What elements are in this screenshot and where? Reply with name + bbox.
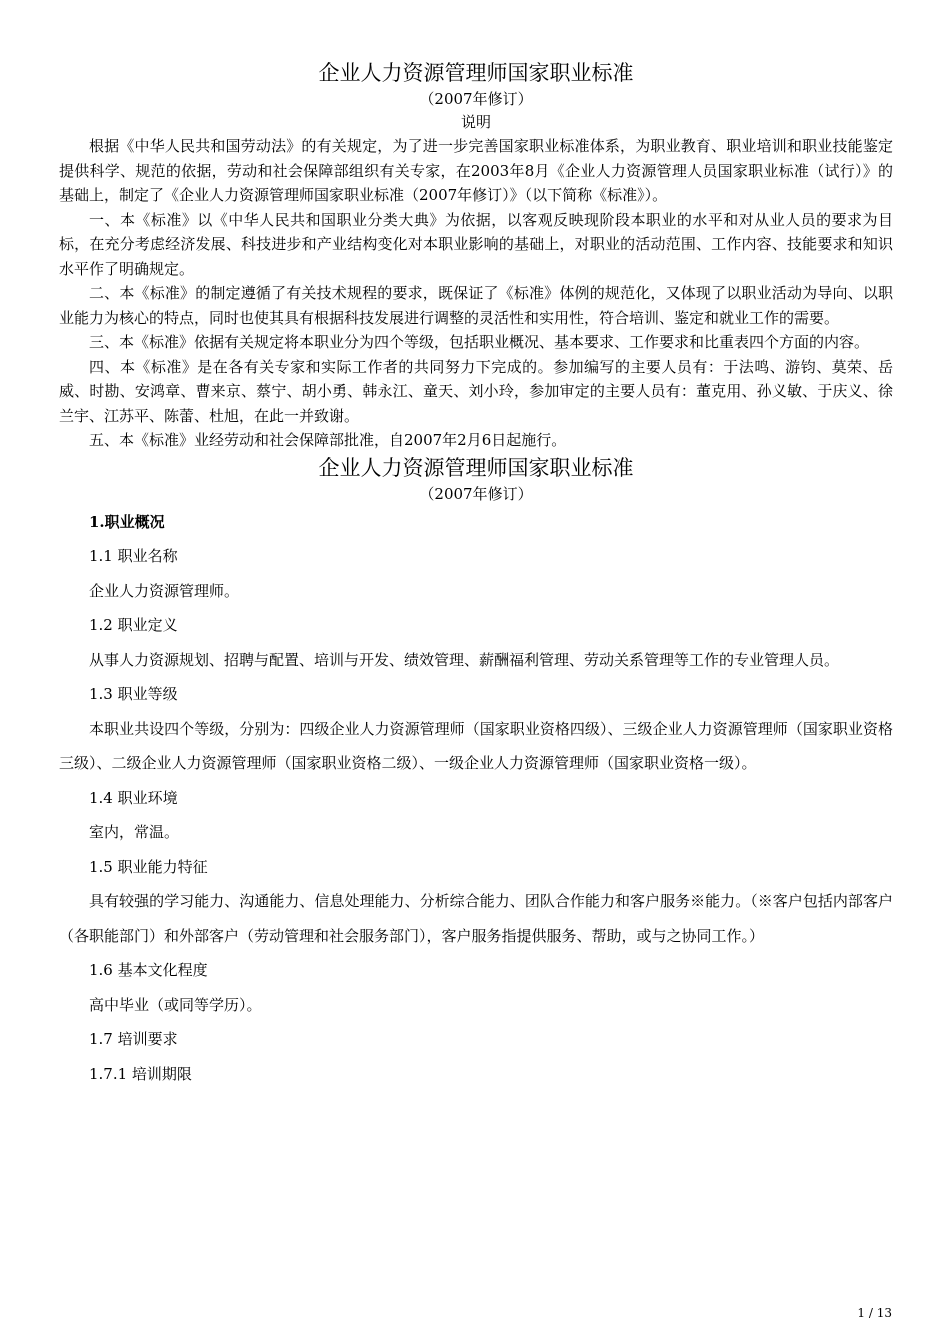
intro-paragraph: 三、本《标准》依据有关规定将本职业分为四个等级，包括职业概况、基本要求、工作要求和比重表四个方面的内容。	[89, 333, 870, 351]
list-item: 1.1 职业名称	[89, 547, 178, 565]
intro-paragraph: 一、本《标准》以《中华人民共和国职业分类大典》为依据，以客观反映现阶段本职业的水平和对从业人员的要求为目标，在充分考虑经济发展、科技进步和产业结构变化对本职业影响的基础上，对职业的活动范围、工作内容、技能要求和知识水平作了明确规定。	[59, 210, 893, 278]
intro-paragraph: 二、本《标准》的制定遵循了有关技术规程的要求，既保证了《标准》体例的规范化，又体现了以职业活动为导向、以职业能力为核心的特点，同时也使其具有根据科技发展进行调整的灵活性和实用性，符合培训、鉴定和就业工作的需要。	[59, 284, 893, 327]
list-item: 1.2 职业定义	[89, 616, 178, 634]
list-item: 室内，常温。	[89, 823, 180, 841]
intro-paragraph: 五、本《标准》业经劳动和社会保障部批准，自2007年2月6日起施行。	[89, 431, 567, 449]
main-subtitle: （2007年修订）	[419, 484, 533, 503]
list-item: 从事人力资源规划、招聘与配置、培训与开发、绩效管理、薪酬福利管理、劳动关系管理等工作的专业管理人员。	[89, 650, 840, 669]
intro-heading: 说明	[460, 113, 491, 131]
list-item: 具有较强的学习能力、沟通能力、信息处理能力、分析综合能力、团队合作能力和客户服务※能力。（※客户包括内部客户（各职能部门）和外部客户（劳动管理和社会服务部门），客户服务指提供服务、帮助，或与之协同工作。）	[59, 892, 893, 945]
intro-title: 企业人力资源管理师国家职业标准	[318, 61, 634, 85]
list-item: 高中毕业（或同等学历）。	[89, 995, 262, 1014]
document-page	[59, 58, 893, 1091]
list-item: 1.7.1 培训期限	[89, 1064, 192, 1083]
list-item: 1.6 基本文化程度	[89, 961, 208, 979]
list-item: 企业人力资源管理师。	[89, 581, 240, 600]
list-item: 1.4 职业环境	[89, 788, 178, 807]
main-title: 企业人力资源管理师国家职业标准	[318, 455, 634, 480]
intro-paragraph: 四、本《标准》是在各有关专家和实际工作者的共同努力下完成的。参加编写的主要人员有：于法鸣、游钧、莫荣、岳威、时勘、安鸿章、曹来京、蔡宁、胡小勇、韩永江、童天、刘小玲，参加审定的主要人员有：董克用、孙义敏、于庆义、徐兰宇、江苏平、陈蕾、杜旭，在此一并致谢。	[59, 357, 893, 425]
list-item: 1.3 职业等级	[89, 685, 178, 703]
list-item: 本职业共设四个等级，分别为：四级企业人力资源管理师（国家职业资格四级）、三级企业人力资源管理师（国家职业资格三级）、二级企业人力资源管理师（国家职业资格二级）、一级企业人力资源管理师（国家职业资格一级）。	[59, 719, 893, 772]
intro-subtitle: （2007年修订）	[419, 90, 533, 108]
list-item: 1.7 培训要求	[89, 1030, 178, 1048]
intro-paragraph: 根据《中华人民共和国劳动法》的有关规定，为了进一步完善国家职业标准体系，为职业教育、职业培训和职业技能鉴定提供科学、规范的依据，劳动和社会保障部组织有关专家，在2003年8月《企业人力资源管理人员国家职业标准（试行）》的基础上，制定了《企业人力资源管理师国家职业标准（2007年修订）》（以下简称《标准》）。	[59, 137, 893, 204]
section-heading: 1.职业概况	[89, 512, 165, 531]
list-item: 1.5 职业能力特征	[89, 857, 208, 876]
page-number: 1 / 13	[857, 1306, 892, 1320]
